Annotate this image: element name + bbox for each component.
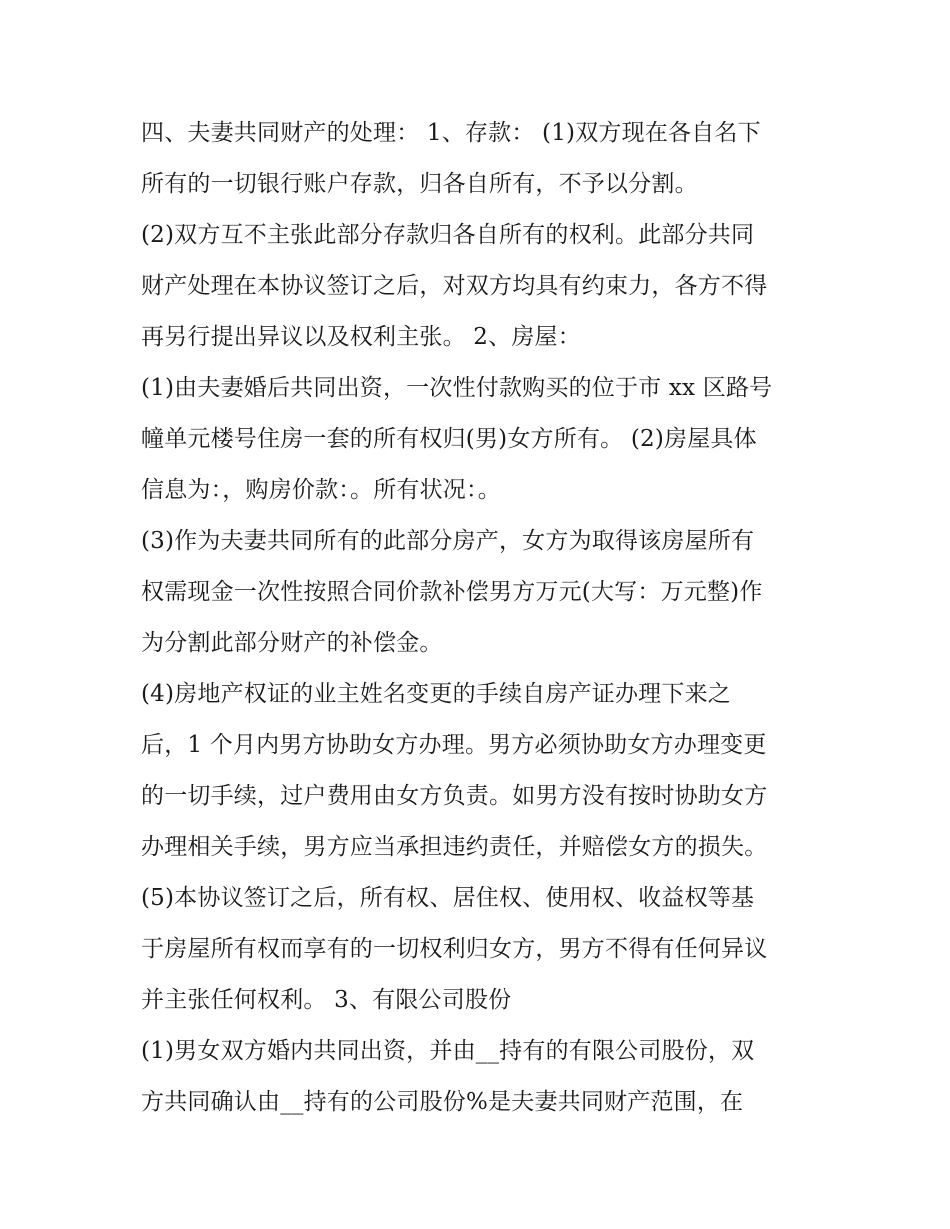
text-line: (5)本协议签订之后，所有权、居住权、使用权、收益权等基 (141, 885, 755, 911)
text-line: 权需现金一次性按照合同价款补偿男方万元(大写：万元整)作 (141, 579, 763, 605)
text-line: 的一切手续，过户费用由女方负责。如男方没有按时协助女方 (141, 783, 768, 809)
text-line: 再另行提出异议以及权利主张。 2、房屋： (141, 324, 581, 350)
text-line: 后，1 个月内男方协助女方办理。男方必须协助女方办理变更 (141, 732, 767, 758)
text-line: (1)男女双方婚内共同出资，并由__持有的有限公司股份，双 (141, 1038, 755, 1064)
text-line: (4)房地产权证的业主姓名变更的手续自房产证办理下来之 (141, 681, 731, 707)
text-line: 方共同确认由__持有的公司股份%是夫妻共同财产范围，在 (141, 1089, 744, 1115)
text-line: 财产处理在本协议签订之后，对双方均具有约束力，各方不得 (141, 273, 768, 299)
text-line: (2)双方互不主张此部分存款归各自所有的权利。此部分共同 (141, 222, 755, 248)
document-body (141, 108, 841, 1128)
text-line: 为分割此部分财产的补偿金。 (141, 630, 443, 656)
text-line: 办理相关手续，男方应当承担违约责任，并赔偿女方的损失。 (141, 834, 768, 860)
text-line: 所有的一切银行账户存款，归各自所有，不予以分割。 (141, 171, 698, 197)
text-line: 信息为：，购房价款：。所有状况：。 (141, 477, 501, 503)
text-line: 并主张任何权利。 3、有限公司股份 (141, 987, 512, 1013)
text-line: 四、夫妻共同财产的处理： 1、存款： (1)双方现在各自名下 (141, 120, 761, 146)
text-line: 于房屋所有权而享有的一切权利归女方，男方不得有任何异议 (141, 936, 768, 962)
text-line: 幢单元楼号住房一套的所有权归(男)女方所有。 (2)房屋具体 (141, 426, 757, 452)
text-line: (3)作为夫妻共同所有的此部分房产，女方为取得该房屋所有 (141, 528, 755, 554)
text-line: (1)由夫妻婚后共同出资，一次性付款购买的位于市 xx 区路号 (141, 375, 773, 401)
